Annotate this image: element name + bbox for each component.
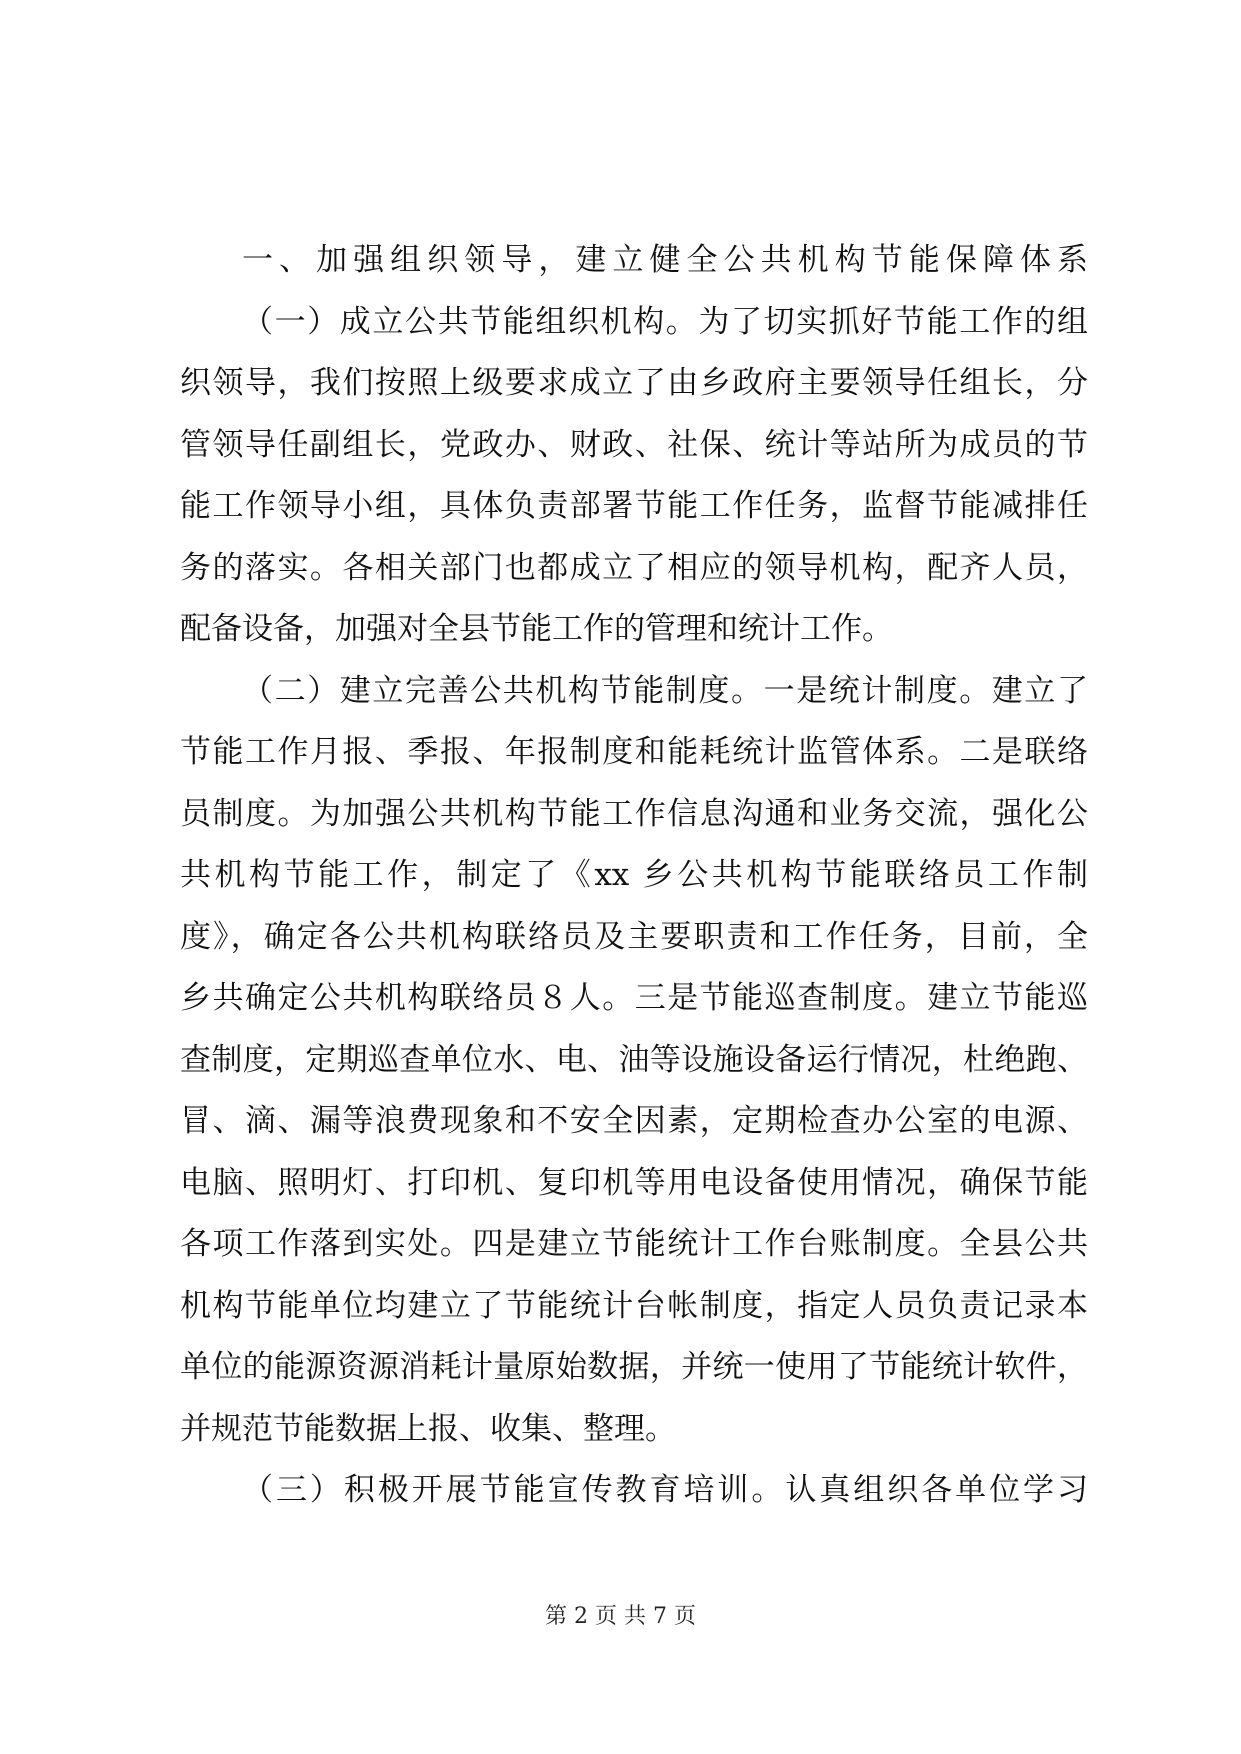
paragraph-line: （一）成立公共节能组织机构。为了切实抓好节能工作的组 — [242, 303, 1088, 340]
paragraph-line: 冒、滴、漏等浪费现象和不安全因素，定期检查办公室的电源、 — [180, 1103, 1088, 1139]
paragraph-line: 配备设备，加强对全县节能工作的管理和统计工作。 — [180, 611, 893, 647]
paragraph-line: 度》，确定各公共机构联络员及主要职责和工作任务，目前，全 — [180, 918, 1088, 955]
paragraph-line: 单位的能源资源消耗计量原始数据，并统一使用了节能统计软件， — [180, 1349, 1088, 1385]
page-footer: 第 2 页 共 7 页 — [545, 1604, 696, 1629]
paragraph-line: （三）积极开展节能宣传教育培训。认真组织各单位学习 — [242, 1472, 1088, 1508]
paragraph-line: 各项工作落到实处。四是建立节能统计工作台账制度。全县公共 — [180, 1226, 1088, 1262]
paragraph-line: 查制度，定期巡查单位水、电、油等设施设备运行情况，杜绝跑、 — [180, 1041, 1088, 1078]
paragraph-line: 管领导任副组长，党政办、财政、社保、统计等站所为成员的节 — [180, 426, 1088, 463]
paragraph-3 — [180, 1460, 1088, 1522]
paragraph-line: 节能工作月报、季报、年报制度和能耗统计监管体系。二是联络 — [180, 734, 1088, 770]
paragraph-line: 员制度。为加强公共机构节能工作信息沟通和业务交流，强化公 — [180, 795, 1088, 832]
paragraph-1 — [180, 292, 1088, 661]
paragraph-line: 共机构节能工作，制定了《xx 乡公共机构节能联络员工作制 — [180, 857, 1088, 893]
paragraph-line: 织领导，我们按照上级要求成立了由乡政府主要领导任组长，分 — [180, 365, 1088, 401]
paragraph-line: 能工作领导小组，具体负责部署节能工作任务，监督节能减排任 — [180, 488, 1088, 524]
document-body — [180, 230, 1088, 1522]
paragraph-line: 务的落实。各相关部门也都成立了相应的领导机构，配齐人员， — [180, 549, 1088, 586]
paragraph-line: 机构节能单位均建立了节能统计台帐制度，指定人员负责记录本 — [180, 1287, 1088, 1324]
paragraph-line: （二）建立完善公共机构节能制度。一是统计制度。建立了 — [242, 672, 1088, 709]
paragraph-2 — [180, 661, 1088, 1461]
paragraph-line: 乡共确定公共机构联络员８人。三是节能巡查制度。建立节能巡 — [180, 980, 1088, 1016]
paragraph-line: 电脑、照明灯、打印机、复印机等用电设备使用情况，确保节能 — [180, 1164, 1088, 1201]
paragraph-line: 并规范节能数据上报、收集、整理。 — [180, 1410, 676, 1447]
section-heading: 一、加强组织领导，建立健全公共机构节能保障体系 — [242, 242, 1088, 278]
